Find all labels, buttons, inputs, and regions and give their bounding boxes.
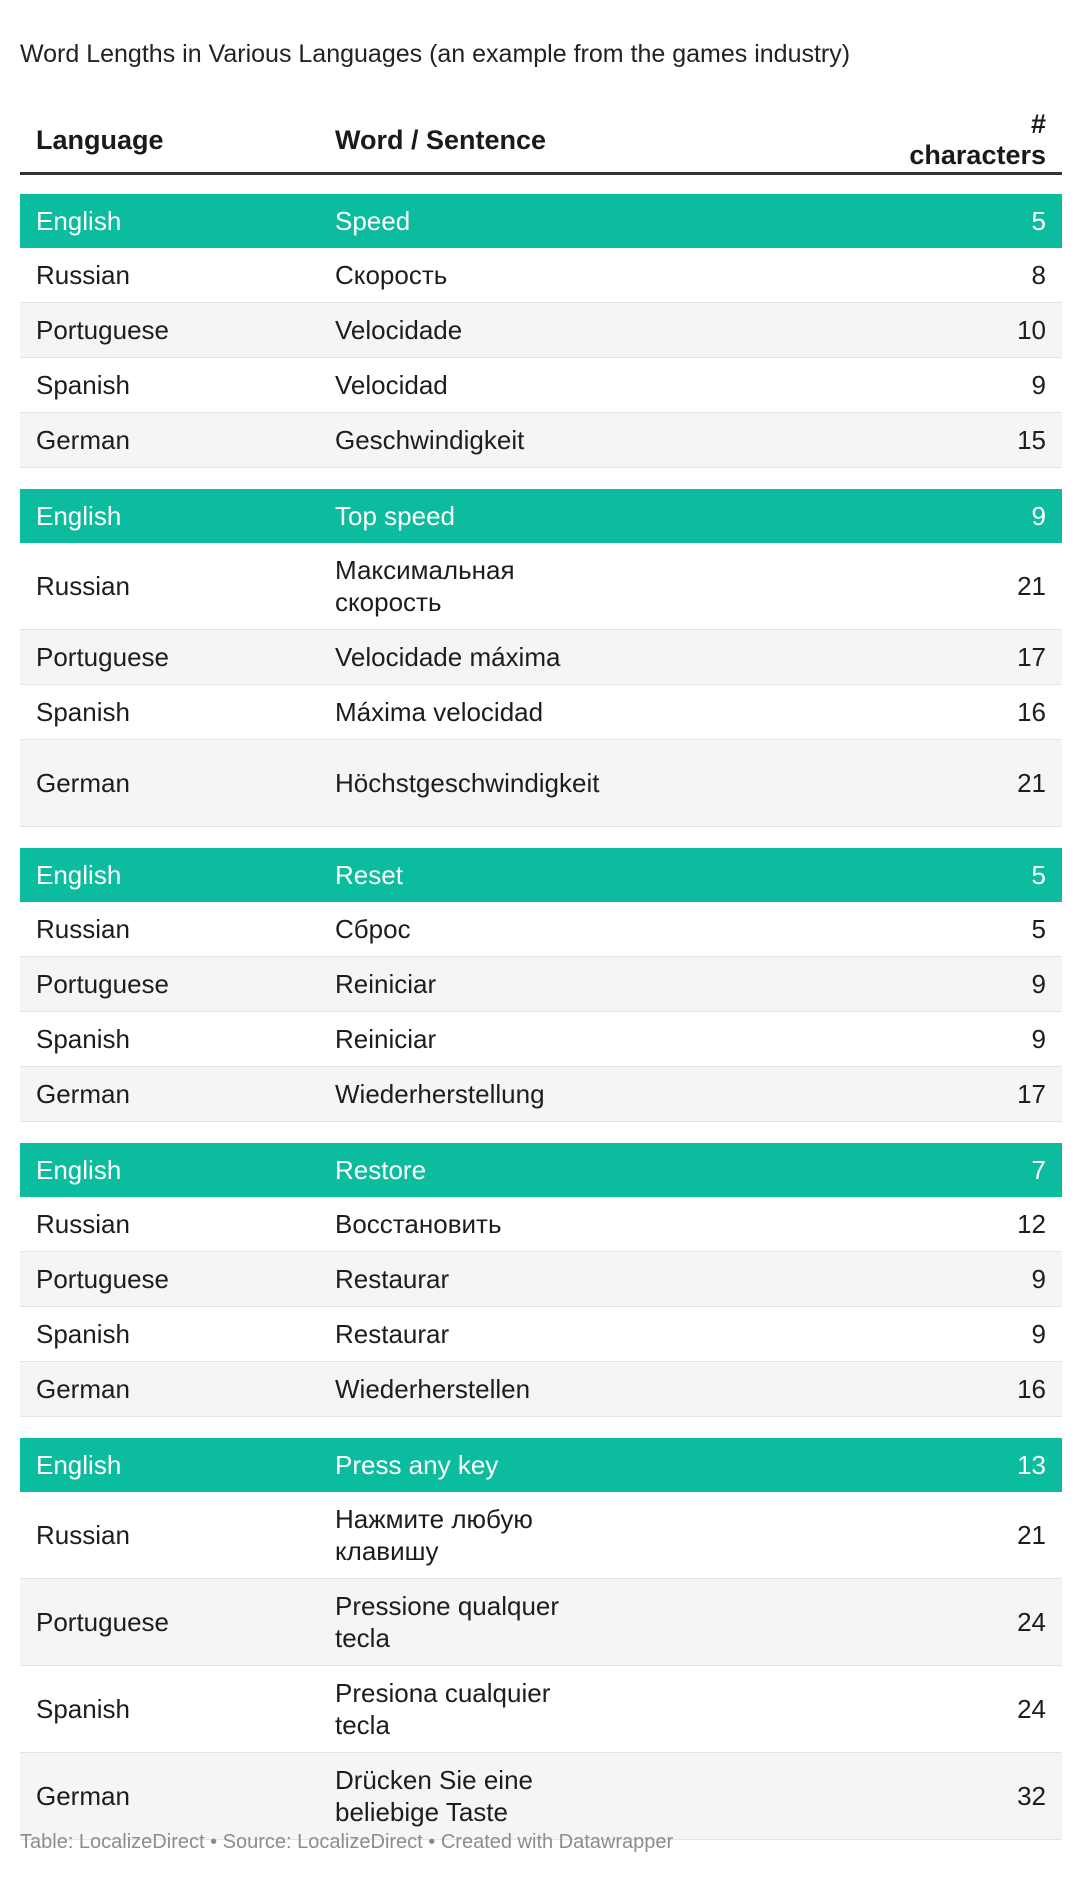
cell-word	[319, 740, 879, 827]
cell-word-text: Velocidad	[335, 370, 448, 400]
cell-language: Portuguese	[20, 303, 319, 358]
cell-word-text: Скорость	[335, 260, 448, 290]
cell-characters: 8	[879, 248, 1062, 303]
table-row	[20, 685, 1062, 740]
table-row	[20, 1492, 1062, 1579]
cell-word-text: Wiederherstellen	[335, 1374, 531, 1404]
cell-word	[319, 1012, 879, 1067]
cell-word-text: Reiniciar	[335, 969, 437, 999]
cell-word-text: Presiona cualquier tecla	[335, 1678, 551, 1740]
cell-word-text: Максимальная скорость	[335, 555, 515, 617]
cell-language: German	[20, 1362, 319, 1417]
cell-language: English	[20, 1438, 319, 1492]
group-gap	[20, 1417, 1062, 1439]
cell-characters: 9	[879, 957, 1062, 1012]
table-row	[20, 630, 1062, 685]
cell-characters: 13	[879, 1438, 1062, 1492]
group-gap	[20, 1122, 1062, 1144]
table-row	[20, 1753, 1062, 1840]
table-row-english-highlight	[20, 194, 1062, 248]
cell-word-text: Нажмите любую клавишу	[335, 1504, 533, 1566]
cell-word-text: Reset	[335, 860, 403, 890]
cell-language: Spanish	[20, 1666, 319, 1753]
cell-word-text: Pressione qualquer tecla	[335, 1591, 560, 1653]
table-row	[20, 902, 1062, 957]
cell-language: German	[20, 413, 319, 468]
cell-word	[319, 194, 879, 248]
cell-characters: 9	[879, 489, 1062, 543]
cell-characters: 17	[879, 630, 1062, 685]
cell-characters: 17	[879, 1067, 1062, 1122]
cell-characters: 21	[879, 1492, 1062, 1579]
cell-word	[319, 685, 879, 740]
cell-characters: 16	[879, 685, 1062, 740]
cell-language: Russian	[20, 1197, 319, 1252]
cell-characters: 32	[879, 1753, 1062, 1840]
cell-word	[319, 1143, 879, 1197]
table-row	[20, 1362, 1062, 1417]
cell-language: German	[20, 740, 319, 827]
table-row	[20, 1307, 1062, 1362]
cell-language: English	[20, 489, 319, 543]
cell-word-text: Top speed	[335, 501, 455, 531]
cell-language: English	[20, 1143, 319, 1197]
column-header-word[interactable]: Word / Sentence	[319, 108, 879, 174]
cell-characters: 7	[879, 1143, 1062, 1197]
cell-word-text: Velocidade máxima	[335, 642, 561, 672]
cell-word-text: Höchstgeschwindigkeit	[335, 768, 600, 798]
table-row	[20, 1067, 1062, 1122]
cell-characters: 16	[879, 1362, 1062, 1417]
cell-word-text: Wiederherstellung	[335, 1079, 545, 1109]
cell-word	[319, 1579, 879, 1666]
table-row-english-highlight	[20, 489, 1062, 543]
cell-language: Spanish	[20, 685, 319, 740]
cell-language: German	[20, 1753, 319, 1840]
cell-language: Russian	[20, 1492, 319, 1579]
cell-word-text: Drücken Sie eine beliebige Taste	[335, 1765, 533, 1827]
column-header-characters[interactable]: # characters	[879, 108, 1062, 174]
cell-characters: 9	[879, 358, 1062, 413]
table-row	[20, 358, 1062, 413]
header-row	[20, 108, 1062, 174]
cell-word-text: Restaurar	[335, 1264, 450, 1294]
cell-word	[319, 1252, 879, 1307]
cell-language: German	[20, 1067, 319, 1122]
header-spacer	[20, 174, 1062, 195]
cell-word	[319, 303, 879, 358]
group-gap	[20, 827, 1062, 849]
cell-characters: 5	[879, 848, 1062, 902]
cell-word-text: Máxima velocidad	[335, 697, 544, 727]
table-row	[20, 303, 1062, 358]
table-row	[20, 1197, 1062, 1252]
cell-word-text: Geschwindigkeit	[335, 425, 525, 455]
cell-language: Spanish	[20, 1307, 319, 1362]
cell-characters: 10	[879, 303, 1062, 358]
table-row	[20, 1252, 1062, 1307]
cell-characters: 9	[879, 1252, 1062, 1307]
cell-word-text: Restaurar	[335, 1319, 450, 1349]
cell-language: Russian	[20, 902, 319, 957]
cell-word	[319, 358, 879, 413]
cell-characters: 9	[879, 1307, 1062, 1362]
cell-word	[319, 1438, 879, 1492]
footer-credit: Table: LocalizeDirect • Source: LocalizeDirect • Created with Datawrapper	[20, 1831, 674, 1853]
cell-word-text: Reiniciar	[335, 1024, 437, 1054]
table-row	[20, 543, 1062, 630]
cell-characters: 24	[879, 1579, 1062, 1666]
cell-word	[319, 902, 879, 957]
word-length-table	[20, 108, 1062, 1840]
cell-word-text: Press any key	[335, 1450, 499, 1480]
cell-word	[319, 1067, 879, 1122]
table-row	[20, 1666, 1062, 1753]
cell-word	[319, 489, 879, 543]
cell-language: Portuguese	[20, 957, 319, 1012]
cell-word	[319, 957, 879, 1012]
cell-language: English	[20, 194, 319, 248]
cell-word	[319, 248, 879, 303]
cell-word	[319, 1307, 879, 1362]
table-row	[20, 740, 1062, 827]
cell-word-text: Speed	[335, 206, 411, 236]
cell-characters: 5	[879, 194, 1062, 248]
group-gap	[20, 468, 1062, 490]
cell-word-text: Сброс	[335, 914, 411, 944]
column-header-language[interactable]: Language	[20, 108, 319, 174]
cell-word	[319, 1492, 879, 1579]
cell-word-text: Restore	[335, 1155, 427, 1185]
cell-characters: 9	[879, 1012, 1062, 1067]
table-body	[20, 174, 1062, 1840]
table-row-english-highlight	[20, 848, 1062, 902]
cell-language: Spanish	[20, 1012, 319, 1067]
chart-title: Word Lengths in Various Languages (an example from the games industry)	[20, 40, 851, 68]
table-row	[20, 248, 1062, 303]
cell-language: English	[20, 848, 319, 902]
cell-characters: 21	[879, 543, 1062, 630]
cell-word	[319, 1753, 879, 1840]
cell-word	[319, 1666, 879, 1753]
cell-language: Portuguese	[20, 630, 319, 685]
cell-language: Russian	[20, 248, 319, 303]
cell-word	[319, 1362, 879, 1417]
cell-characters: 15	[879, 413, 1062, 468]
table-row-english-highlight	[20, 1143, 1062, 1197]
table-row	[20, 413, 1062, 468]
cell-word-text: Восстановить	[335, 1209, 502, 1239]
table-row	[20, 957, 1062, 1012]
cell-language: Portuguese	[20, 1252, 319, 1307]
table-row-english-highlight	[20, 1438, 1062, 1492]
cell-characters: 21	[879, 740, 1062, 827]
cell-word	[319, 1197, 879, 1252]
cell-characters: 5	[879, 902, 1062, 957]
cell-word	[319, 543, 879, 630]
cell-word	[319, 848, 879, 902]
cell-language: Russian	[20, 543, 319, 630]
cell-word	[319, 630, 879, 685]
cell-language: Portuguese	[20, 1579, 319, 1666]
cell-word	[319, 413, 879, 468]
cell-characters: 24	[879, 1666, 1062, 1753]
cell-characters: 12	[879, 1197, 1062, 1252]
cell-language: Spanish	[20, 358, 319, 413]
cell-word-text: Velocidade	[335, 315, 463, 345]
table-row	[20, 1012, 1062, 1067]
table-row	[20, 1579, 1062, 1666]
